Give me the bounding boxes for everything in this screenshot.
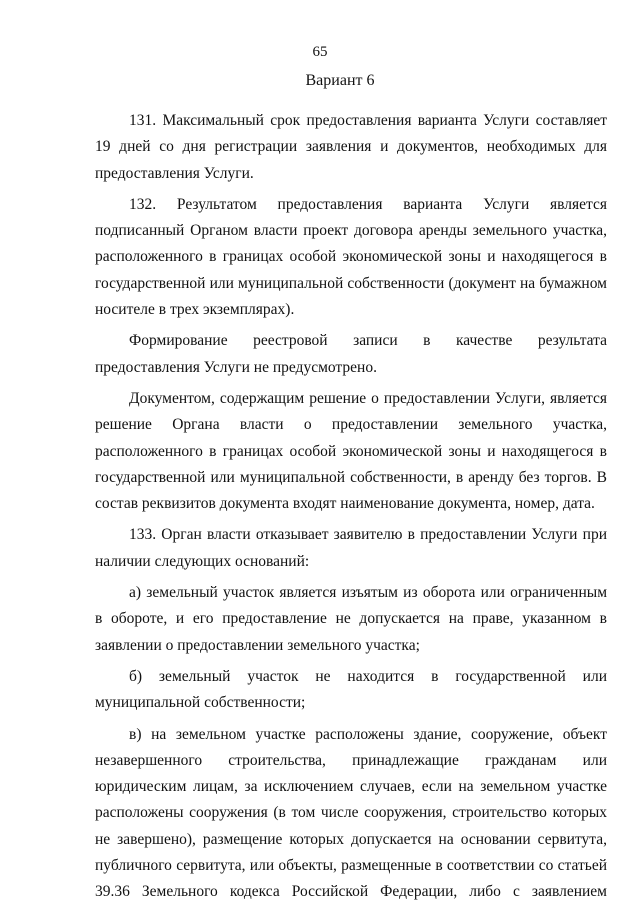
paragraph-decision-document: Документом, содержащим решение о предоставлении Услуги, является решение Органа власти о предоставлении земельного участка, расположенного в границах особой экономической зоны и находящегося в государственной или муниципальной собственности, в аренду без торгов. В состав реквизитов документа входят наименование документа, номер, дата. bbox=[95, 389, 607, 513]
paragraph-132: 132. Результатом предоставления варианта Услуги является подписанный Органом власти проект договора аренды земельного участка, расположенного в границах особой экономической зоны и находящегося в государственной или муниципальной собственности (документ на бумажном носителе в трех экземплярах). bbox=[95, 195, 607, 319]
paragraph-131: 131. Максимальный срок предоставления варианта Услуги составляет 19 дней со дня регистрации заявления и документов, необходимых для предоставления Услуги. bbox=[95, 112, 607, 182]
list-item-a: а) земельный участок является изъятым из оборота или ограниченным в обороте, и его предоставление не допускается на праве, указанном в заявлении о предоставлении земельного участка; bbox=[95, 584, 607, 654]
body-text bbox=[95, 108, 607, 911]
paragraph-registry-record: Формирование реестровой записи в качестве результата предоставления Услуги не предусмотрено. bbox=[95, 332, 607, 376]
variant-heading: Вариант 6 bbox=[305, 72, 375, 89]
list-item-b: б) земельный участок не находится в государственной или муниципальной собственности; bbox=[95, 667, 607, 712]
list-item-v: в) на земельном участке расположены здание, сооружение, объект незавершенного строительства, принадлежащие гражданам или юридическим лицам, за исключением случаев, если на земельном участке расположены сооружения (в том числе сооружения, строительство которых не завершено), размещение которых допускается на основании сервитута, публичного сервитута, или объекты, размещенные в соответствии со статьей 39.36 Земельного кодекса Российской Федерации, либо с заявлением bbox=[95, 725, 607, 901]
paragraph-133: 133. Орган власти отказывает заявителю в предоставлении Услуги при наличии следующих оснований: bbox=[95, 526, 607, 570]
page-number: 65 bbox=[312, 44, 328, 60]
